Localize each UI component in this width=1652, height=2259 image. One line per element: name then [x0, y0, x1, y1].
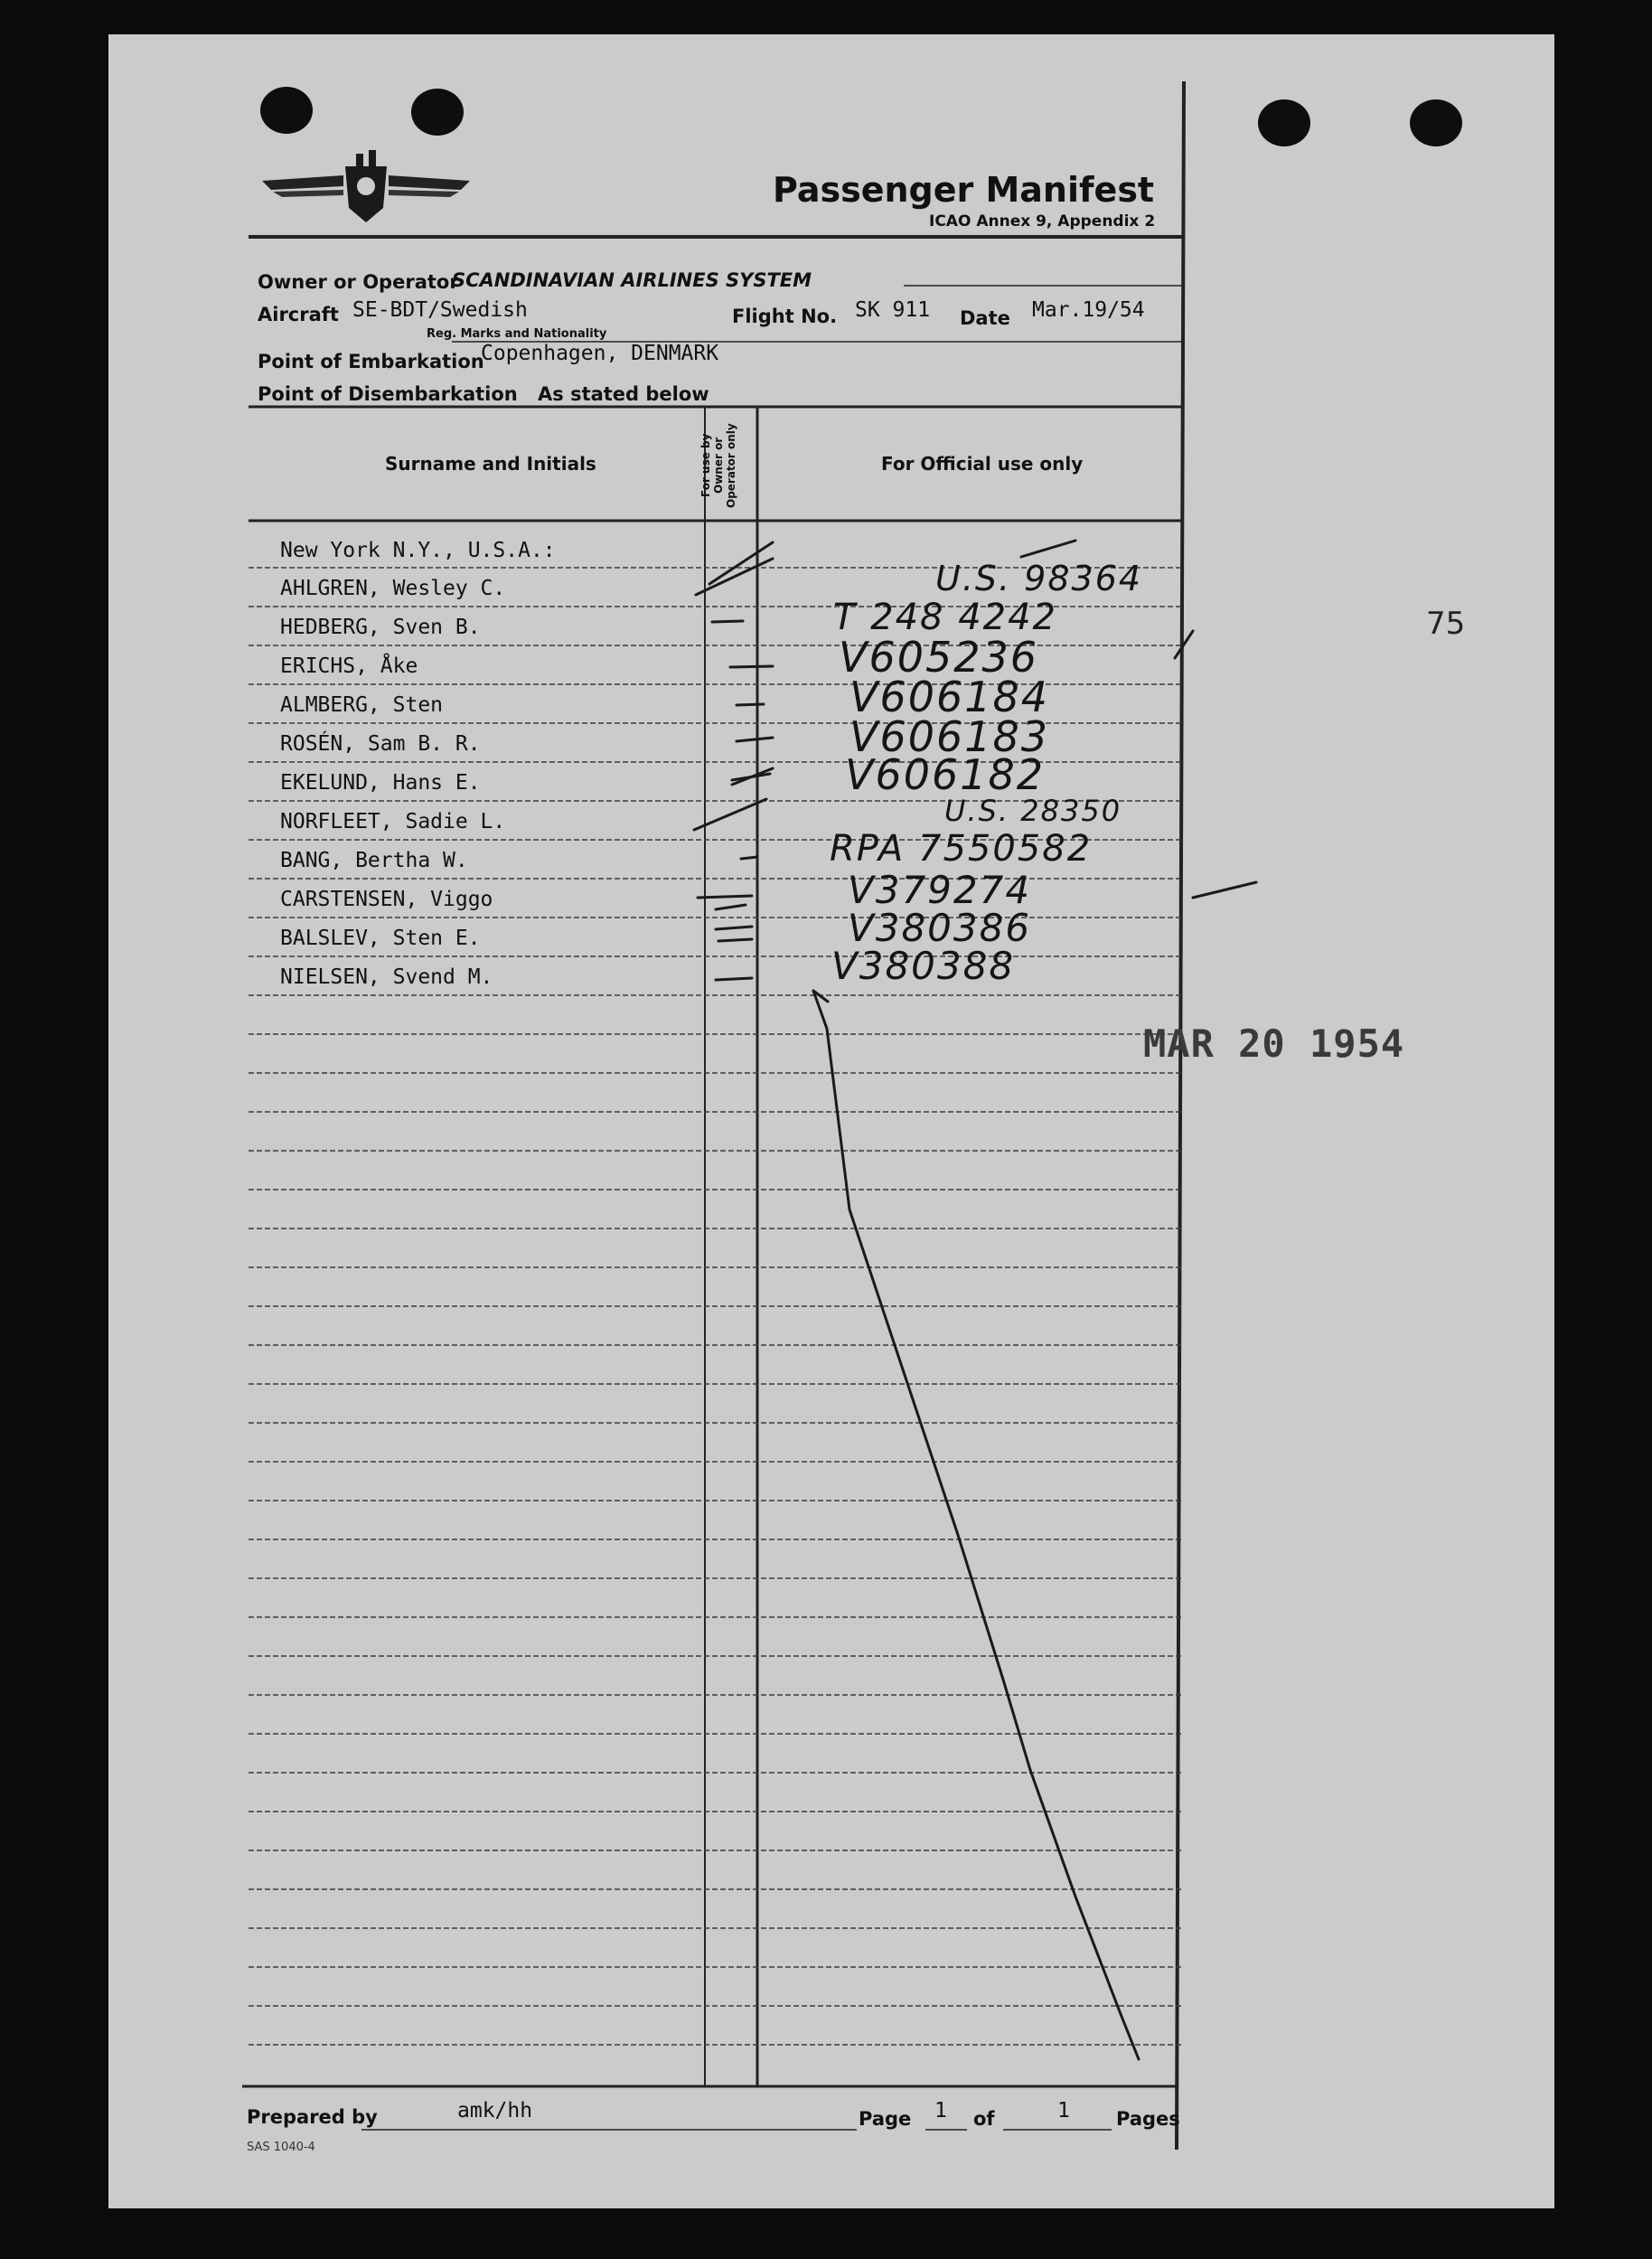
passenger-name: ERICHS, Åke — [280, 654, 418, 678]
flight-label: Flight No. — [732, 306, 838, 327]
aircraft-label: Aircraft — [258, 304, 339, 325]
manifest-subtitle: ICAO Annex 9, Appendix 2 — [929, 212, 1156, 231]
aircraft-value: SE-BDT/Swedish — [352, 298, 528, 322]
official-entry: U.S. 28350 — [944, 794, 1122, 828]
official-entry: V606184 — [849, 673, 1050, 721]
embark-value: Copenhagen, DENMARK — [481, 342, 719, 365]
of-value: 1 — [1057, 2099, 1070, 2123]
passenger-name: ALMBERG, Sten — [280, 693, 444, 717]
official-entry: RPA 7550582 — [830, 828, 1093, 870]
page-label: Page — [859, 2108, 912, 2130]
official-entry: V380388 — [831, 944, 1016, 988]
passenger-name: HEDBERG, Sven B. — [280, 616, 481, 639]
prepared-by-label: Prepared by — [247, 2106, 378, 2128]
passenger-name: CARSTENSEN, Viggo — [280, 888, 493, 911]
column-header-operator: For use by Owner or Operator only — [699, 423, 737, 508]
passenger-name: NORFLEET, Sadie L. — [280, 810, 506, 833]
disembark-value: As stated below — [538, 383, 709, 405]
official-entry: V606183 — [849, 712, 1050, 761]
passenger-name: BALSLEV, Sten E. — [280, 927, 481, 950]
column-header-name: Surname and Initials — [385, 453, 596, 475]
date-stamp: MAR 20 1954 — [1143, 1021, 1405, 1066]
passenger-name: BANG, Bertha W. — [280, 849, 468, 872]
owner-label: Owner or Operator — [258, 271, 459, 293]
form-code: SAS 1040-4 — [247, 2141, 315, 2154]
official-entry: U.S. 98364 — [935, 559, 1143, 598]
prepared-by-value: amk/hh — [457, 2099, 533, 2123]
official-entry: T 248 4242 — [833, 597, 1058, 638]
pages-label: Pages — [1116, 2108, 1180, 2130]
passenger-name: ROSÉN, Sam B. R. — [280, 732, 481, 756]
column-header-official: For Official use only — [881, 453, 1084, 475]
passenger-name: AHLGREN, Wesley C. — [280, 577, 506, 600]
official-entry: V605236 — [839, 633, 1039, 682]
page-number: 75 — [1426, 606, 1466, 642]
manifest-title: Passenger Manifest — [773, 170, 1155, 210]
disembark-label: Point of Disembarkation — [258, 383, 518, 405]
owner-value: SCANDINAVIAN AIRLINES SYSTEM — [452, 269, 812, 291]
official-entry: V380386 — [848, 906, 1032, 950]
flight-value: SK 911 — [855, 298, 931, 322]
embark-label: Point of Embarkation — [258, 351, 484, 372]
manifest-paper — [108, 34, 1554, 2208]
official-entry: V379274 — [848, 868, 1032, 912]
date-value: Mar.19/54 — [1032, 298, 1145, 322]
passenger-name: NIELSEN, Svend M. — [280, 965, 493, 989]
page-value: 1 — [934, 2099, 947, 2123]
of-label: of — [973, 2108, 995, 2130]
aircraft-note: Reg. Marks and Nationality — [427, 327, 607, 341]
passenger-name: EKELUND, Hans E. — [280, 771, 481, 795]
destination-heading: New York N.Y., U.S.A.: — [280, 539, 556, 562]
official-entry: V606182 — [845, 750, 1046, 799]
date-label: Date — [960, 307, 1010, 329]
